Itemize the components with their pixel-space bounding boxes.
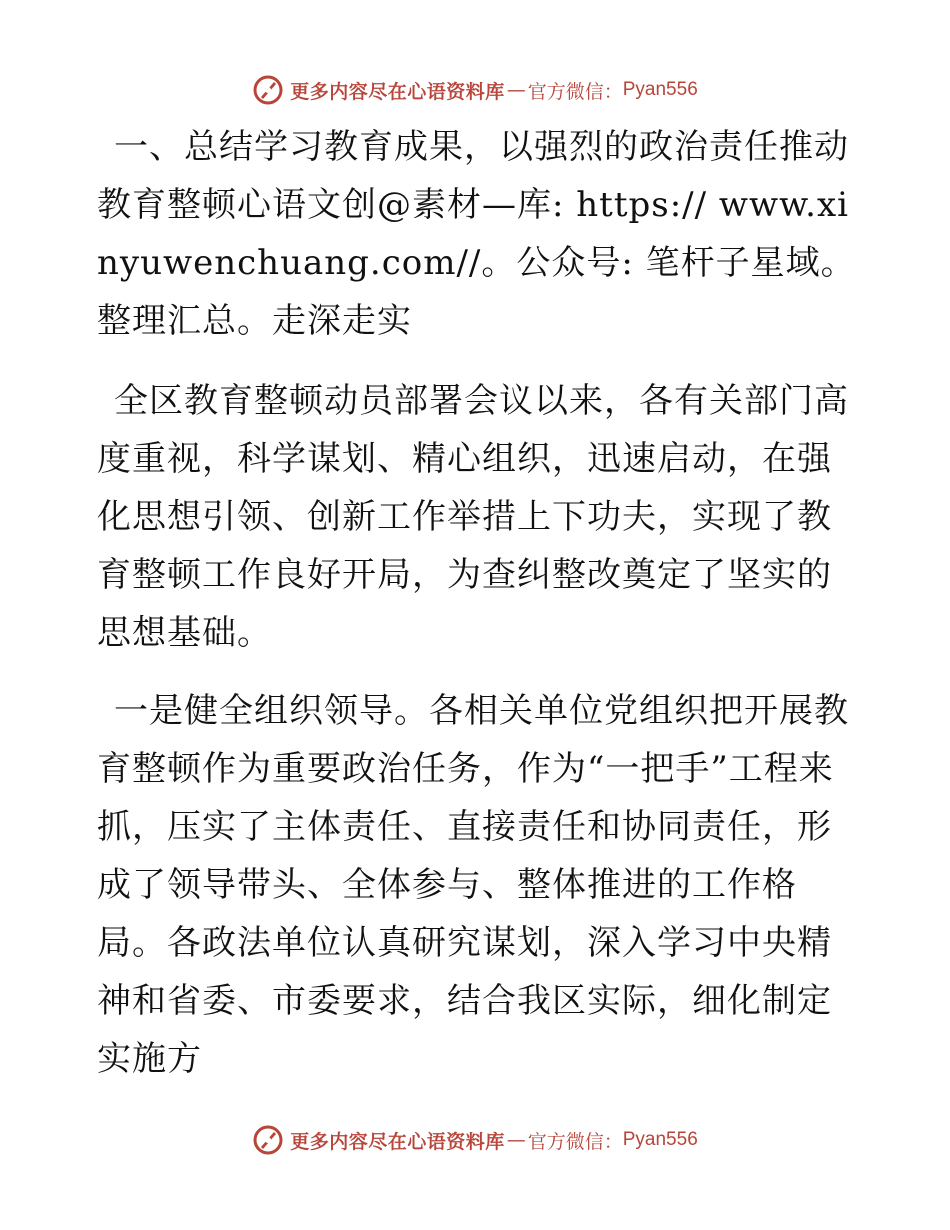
banner-main-text: 更多内容尽在心语资料库 — [290, 1130, 505, 1153]
document-body — [97, 118, 857, 1108]
header-watermark-banner — [0, 70, 950, 110]
paragraph-overview: 全区教育整顿动员部署会议以来，各有关部门高度重视，科学谋划、精心组织，迅速启动，在强化思想引领、创新工作举措上下功夫，实现了教育整顿工作良好开局，为查纠整改奠定了坚实的思想基础。 — [97, 381, 849, 653]
quill-logo-icon — [252, 74, 284, 106]
banner-wechat-label: 官方微信： — [527, 1130, 623, 1153]
footer-watermark-banner — [0, 1120, 950, 1160]
quill-logo-icon — [252, 1124, 284, 1156]
paragraph-organization: 一是健全组织领导。各相关单位党组织把开展教育整顿作为重要政治任务，作为“一把手”工程来抓，压实了主体责任、直接责任和协同责任，形成了领导带头、全体参与、整体推进的工作格局。各政法单位认真研究谋划，深入学习中央精神和省委、市委要求，结合我区实际，细化制定实施方 — [97, 691, 849, 1079]
banner-wechat-id: Pyan556 — [622, 79, 698, 100]
banner-wechat-id: Pyan556 — [622, 1129, 698, 1150]
banner-dash: — — [506, 1129, 526, 1151]
banner-wechat-label: 官方微信： — [527, 80, 623, 103]
paragraph-heading: 一、总结学习教育成果，以强烈的政治责任推动教育整顿心语文创@素材—库: https:// www.xinyuwenchuang.com//。公众号: 笔杆子星域。整理汇总。走深走实 — [97, 127, 856, 341]
banner-main-text: 更多内容尽在心语资料库 — [290, 80, 505, 103]
banner-dash: — — [506, 79, 526, 101]
